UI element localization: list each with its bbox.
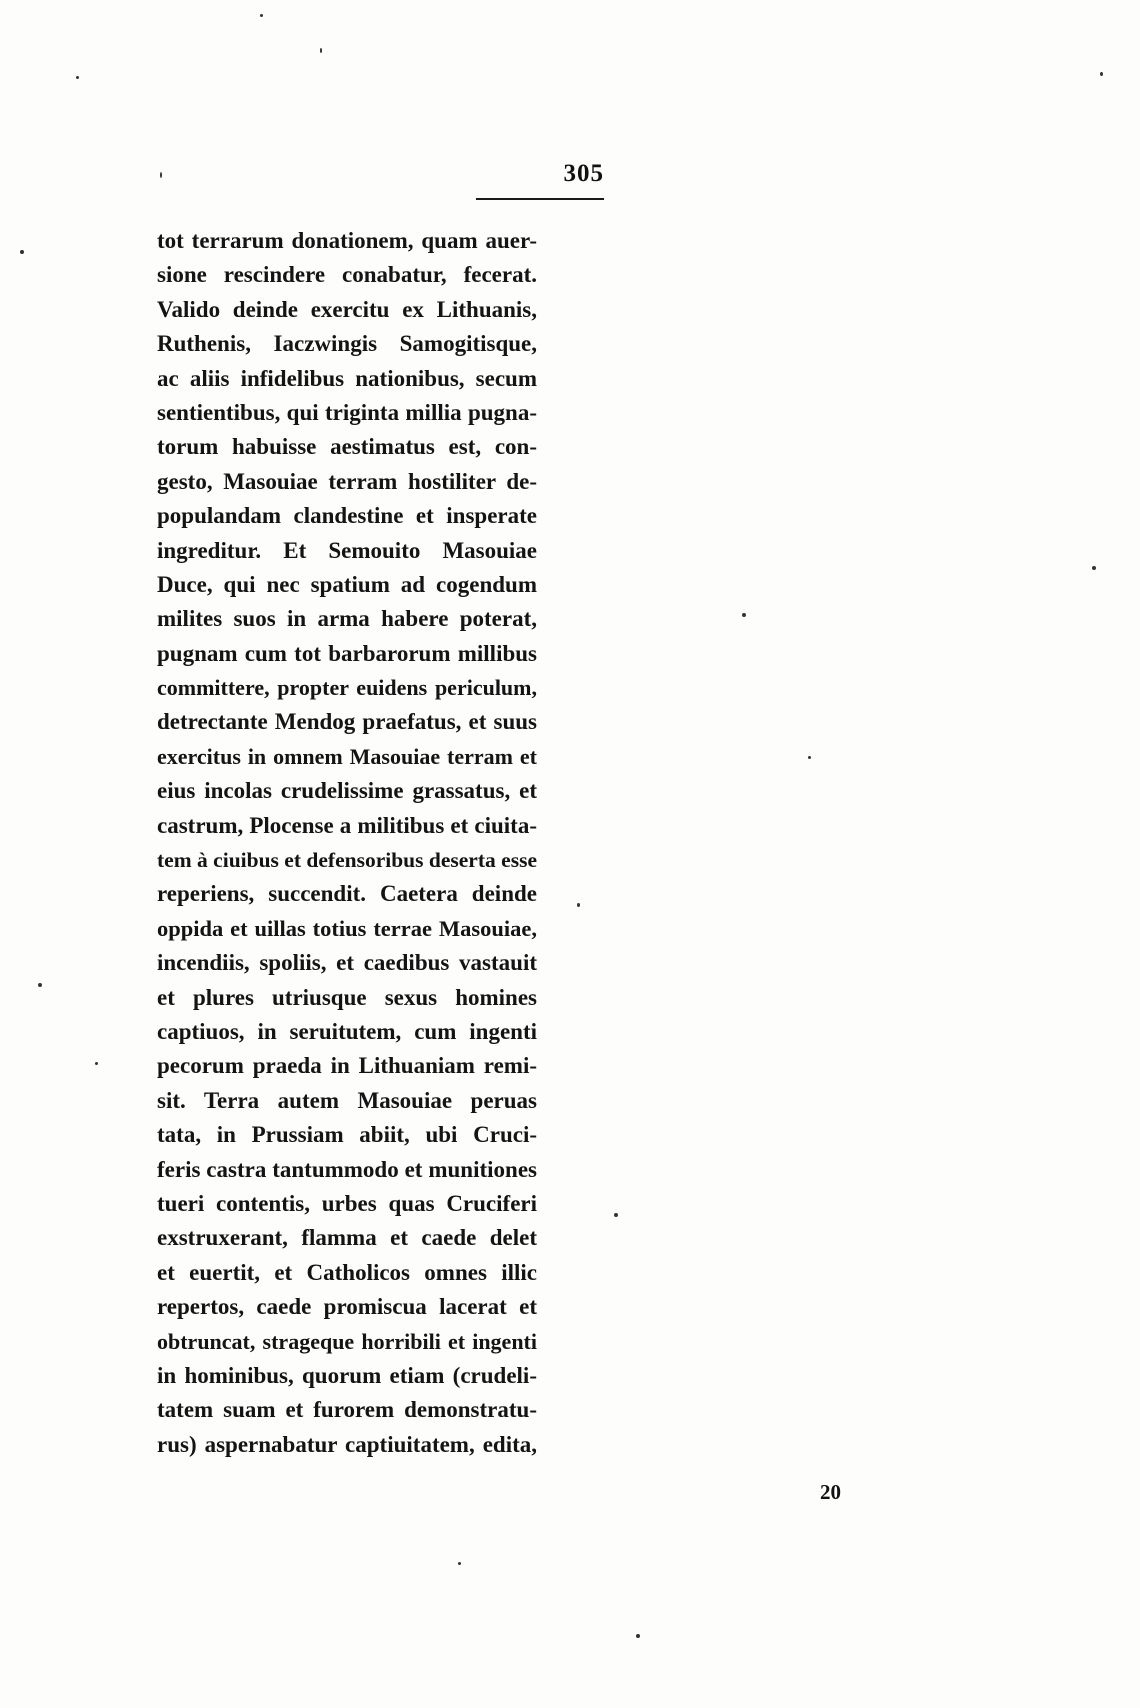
- text-line: sentientibus, qui triginta millia pugna-: [157, 399, 537, 425]
- scan-speck: [95, 1062, 98, 1065]
- text-line: Valido deinde exercitu ex Lithuanis,: [157, 296, 537, 322]
- text-line: rus) aspernabatur captiuitatem, edita,: [157, 1431, 537, 1457]
- text-line: eius incolas crudelissime grassatus, et: [157, 778, 537, 804]
- text-line: oppida et uillas totius terrae Masouiae,: [157, 915, 537, 941]
- header-rule: [476, 198, 604, 200]
- text-line: captiuos, in seruitutem, cum ingenti: [157, 1018, 537, 1044]
- text-line: Ruthenis, Iaczwingis Samogitisque,: [157, 331, 537, 357]
- body-text: [157, 224, 537, 1462]
- scan-speck: [458, 1562, 461, 1565]
- text-line: exercitus in omnem Masouiae terram et: [157, 743, 537, 769]
- scan-speck: [260, 14, 263, 17]
- text-line: Duce, qui nec spatium ad cogendum: [157, 571, 537, 597]
- text-line: tem à ciuibus et defensoribus deserta esse: [157, 848, 537, 873]
- text-line: repertos, caede promiscua lacerat et: [157, 1294, 537, 1320]
- text-line: gesto, Masouiae terram hostiliter de-: [157, 468, 537, 494]
- text-line: tatem suam et furorem demonstratu-: [157, 1397, 537, 1423]
- scan-speck: [20, 250, 24, 254]
- scan-speck: [808, 756, 811, 759]
- scan-speck: [1100, 72, 1103, 76]
- text-line: ac aliis infidelibus nationibus, secum: [157, 365, 537, 391]
- text-line: et plures utriusque sexus homines: [157, 984, 537, 1010]
- text-line: tata, in Prussiam abiit, ubi Cruci-: [157, 1122, 537, 1148]
- text-line: obtruncat, strageque horribili et ingenti: [157, 1328, 537, 1354]
- text-line: pecorum praeda in Lithuaniam remi-: [157, 1053, 537, 1079]
- text-line: milites suos in arma habere poterat,: [157, 606, 537, 632]
- scan-speck: [1092, 566, 1096, 570]
- scan-speck: [742, 613, 746, 617]
- page-number: 305: [563, 160, 604, 187]
- text-line: tot terrarum donationem, quam auer-: [157, 228, 537, 253]
- text-line: torum habuisse aestimatus est, con-: [157, 434, 537, 460]
- text-line: in hominibus, quorum etiam (crudeli-: [157, 1362, 537, 1388]
- text-line: exstruxerant, flamma et caede delet: [157, 1225, 537, 1251]
- scan-speck: [320, 48, 322, 53]
- scan-speck: [76, 76, 79, 79]
- text-line: reperiens, succendit. Caetera deinde: [157, 881, 537, 907]
- scan-speck: [38, 983, 42, 987]
- signature-mark: 20: [820, 1480, 841, 1504]
- text-line: committere, propter euidens periculum,: [157, 675, 537, 701]
- scan-speck: [614, 1213, 618, 1217]
- text-line: feris castra tantummodo et munitiones: [157, 1156, 537, 1182]
- text-line: castrum, Plocense a militibus et ciuita-: [157, 812, 537, 838]
- text-line: detrectante Mendog praefatus, et suus: [157, 709, 537, 735]
- text-line: tueri contentis, urbes quas Cruciferi: [157, 1190, 537, 1216]
- text-line: pugnam cum tot barbarorum millibus: [157, 640, 537, 666]
- scan-speck: [160, 172, 162, 178]
- scan-speck: [577, 903, 580, 907]
- text-line: incendiis, spoliis, et caedibus vastauit: [157, 950, 537, 976]
- text-line: populandam clandestine et insperate: [157, 503, 537, 529]
- text-line: sit. Terra autem Masouiae peruas: [157, 1087, 537, 1113]
- scan-speck: [636, 1634, 640, 1638]
- text-line: ingreditur. Et Semouito Masouiae: [157, 537, 537, 563]
- text-line: et euertit, et Catholicos omnes illic: [157, 1259, 537, 1285]
- text-line: sione rescindere conabatur, fecerat.: [157, 262, 537, 288]
